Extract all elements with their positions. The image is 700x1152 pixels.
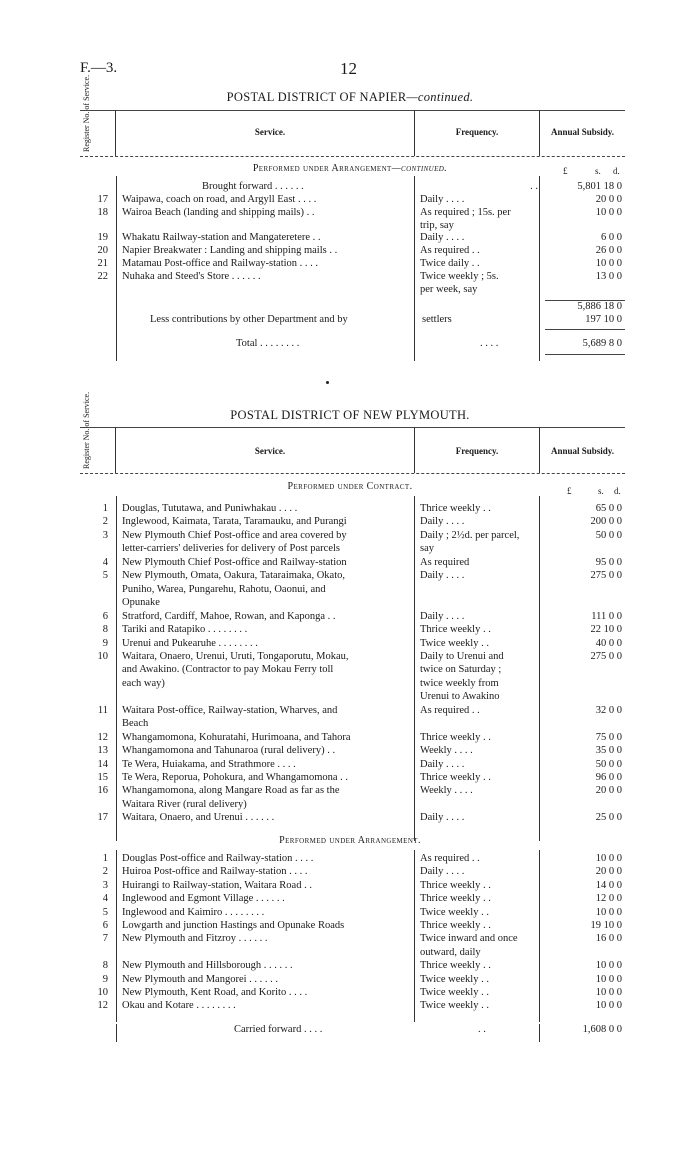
np-contract-heading: Performed under Contract. (287, 481, 413, 492)
np-contract-row (60, 771, 680, 784)
np-arrangement-frequency: Twice weekly . . (420, 1000, 489, 1012)
np-contract-row-number: 8 (102, 624, 108, 636)
np-contract-row (60, 677, 680, 690)
np-contract-row (60, 690, 680, 703)
np-contract-service: letter-carriers' deliveries for delivery of Post parcels (122, 543, 341, 555)
np-contract-amount: 75 0 0 (595, 731, 622, 743)
np-contract-service: Beach (122, 718, 149, 730)
np-contract-frequency: twice weekly from (420, 677, 499, 689)
np-contract-row-number: 9 (102, 637, 108, 649)
np-contract-service: each way) (122, 677, 165, 689)
napier-title-suffix: —continued. (406, 90, 474, 104)
np-contract-amount: 95 0 0 (595, 556, 622, 568)
np-contract-row (60, 811, 680, 824)
np-contract-amount: 275 0 0 (590, 570, 622, 582)
np-contract-row (60, 596, 680, 609)
napier-currency-pence: d. (613, 166, 620, 176)
new-plymouth-title: POSTAL DISTRICT OF NEW PLYMOUTH. (230, 408, 470, 422)
napier-row-number: 18 (97, 206, 108, 218)
napier-frequency: Twice weekly ; 5s. (420, 270, 499, 282)
np-contract-service: and Awakino. (Contractor to pay Mokau Ferry toll (122, 664, 334, 676)
napier-service: Napier Breakwater : Landing and shipping mails . . (122, 245, 338, 257)
np-contract-frequency: Weekly . . . . (420, 785, 473, 797)
napier-total-rule-top (545, 329, 625, 330)
np-contract-service: Tariki and Ratapiko . . . . . . . . (122, 624, 248, 636)
np-contract-frequency: Daily to Urenui and (420, 650, 504, 662)
np-contract-service: New Plymouth, Omata, Oakura, Tataraimaka, Okato, (122, 570, 346, 582)
np-arrangement-row (60, 946, 680, 959)
napier-service: Nuhaka and Steed's Store . . . . . . (122, 270, 261, 282)
np-contract-frequency: Daily . . . . (420, 812, 465, 824)
separator-dot (326, 381, 329, 384)
np-arrangement-row (60, 892, 680, 905)
np-contract-frequency: Weekly . . . . (420, 745, 473, 757)
np-arrangement-amount: 10 0 0 (595, 973, 622, 985)
np-currency-pounds: £ (567, 486, 572, 496)
napier-brought-forward-label: Brought forward . . . . . . (202, 181, 304, 192)
np-arrangement-service: Lowgarth and junction Hastings and Opunake Roads (122, 920, 345, 931)
np-contract-service: Whangamomona and Tahunaroa (rural delivery) . . (122, 745, 336, 757)
np-contract-frequency: Twice weekly . . (420, 637, 489, 649)
napier-header-bottom-rule (80, 156, 625, 157)
np-arrangement-amount: 10 0 0 (595, 960, 622, 972)
np-arrangement-frequency: Twice weekly . . (420, 973, 489, 985)
napier-col-register: Register No. of Service. (82, 74, 91, 152)
napier-amount: 6 0 0 (601, 232, 622, 244)
np-arrangement-row-number: 5 (102, 906, 108, 918)
napier-header-top-rule (80, 110, 625, 111)
np-contract-frequency: Thrice weekly . . (420, 503, 491, 514)
napier-currency-pounds: £ (563, 166, 568, 176)
np-arrangement-row (60, 986, 680, 999)
napier-total-amount: 5,689 8 0 (582, 338, 622, 349)
np-contract-frequency: Daily ; 2½d. per parcel, (420, 529, 520, 541)
np-contract-row-number: 5 (102, 570, 108, 582)
np-arrangement-frequency: Thrice weekly . . (420, 920, 491, 931)
napier-amount: 13 0 0 (595, 270, 622, 282)
np-contract-row (60, 529, 680, 542)
napier-row (60, 206, 680, 219)
napier-amount: 10 0 0 (595, 206, 622, 218)
np-contract-row (60, 569, 680, 582)
np-arrangement-row-number: 1 (102, 853, 108, 864)
np-contract-service: New Plymouth Chief Post-office and area covered by (122, 529, 347, 541)
np-arrangement-row-number: 10 (97, 987, 108, 998)
np-arrangement-amount: 10 0 0 (595, 987, 622, 998)
napier-less-frequency: settlers (422, 314, 452, 325)
np-contract-frequency: As required (420, 556, 470, 568)
np-contract-row-number: 1 (102, 503, 108, 514)
napier-title (0, 90, 700, 105)
np-contract-service: New Plymouth Chief Post-office and Railway-station (122, 556, 347, 568)
np-contract-service: Stratford, Cardiff, Mahoe, Rowan, and Kaponga . . (122, 610, 336, 622)
napier-row-number: 22 (97, 270, 108, 282)
napier-row (60, 257, 680, 270)
np-arrangement-row-number: 7 (102, 933, 108, 945)
np-contract-row-number: 17 (97, 812, 108, 824)
np-contract-frequency: Daily . . . . (420, 516, 465, 528)
np-contract-service: Waitara Post-office, Railway-station, Wharves, and (122, 704, 338, 716)
napier-col-frequency: Frequency. (455, 127, 499, 137)
napier-service: Waipawa, coach on road, and Argyll East . . . . (122, 194, 317, 205)
np-arrangement-row (60, 973, 680, 986)
napier-col-divider-register (115, 110, 116, 156)
np-arrangement-service: Inglewood and Egmont Village . . . . . . (122, 893, 285, 905)
np-col-divider-register (115, 427, 116, 473)
np-carried-amount: 1,608 0 0 (582, 1024, 622, 1035)
napier-row (60, 244, 680, 257)
napier-col-service: Service. (254, 127, 286, 137)
np-arrangement-amount: 20 0 0 (595, 866, 622, 878)
np-arrangement-frequency: Thrice weekly . . (420, 893, 491, 905)
np-contract-frequency: Urenui to Awakino (420, 691, 500, 703)
np-arrangement-service: Okau and Kotare . . . . . . . . (122, 1000, 236, 1012)
np-contract-amount: 32 0 0 (595, 704, 622, 716)
np-header-bottom-rule (80, 473, 625, 474)
np-arrangement-row (60, 879, 680, 892)
napier-col-divider-service (414, 110, 415, 156)
napier-less-amount: 197 10 0 (585, 314, 622, 325)
np-currency-shillings: s. (598, 486, 604, 496)
np-arrangement-amount: 19 10 0 (590, 920, 622, 931)
napier-row (60, 270, 680, 283)
np-arrangement-amount: 10 0 0 (595, 906, 622, 918)
np-contract-amount: 20 0 0 (595, 785, 622, 797)
np-arrangement-row-number: 6 (102, 920, 108, 931)
napier-less-label: Less contributions by other Department and by (150, 314, 348, 325)
np-contract-row (60, 731, 680, 744)
np-contract-frequency: say (420, 543, 434, 555)
np-contract-row-number: 14 (97, 758, 108, 770)
np-contract-amount: 111 0 0 (591, 610, 622, 622)
np-contract-amount: 200 0 0 (590, 516, 622, 528)
np-arrangement-service: Huirangi to Railway-station, Waitara Road . . (122, 879, 312, 891)
np-contract-row-number: 6 (102, 610, 108, 622)
np-arrangement-row (60, 932, 680, 945)
np-arrangement-service: New Plymouth, Kent Road, and Korito . . . . (122, 987, 308, 998)
napier-row (60, 219, 680, 232)
np-header-top-rule (80, 427, 625, 428)
np-contract-frequency: Thrice weekly . . (420, 772, 491, 783)
napier-row (60, 193, 680, 206)
napier-amount: 20 0 0 (595, 194, 622, 205)
napier-service: Whakatu Railway-station and Mangateretere . . (122, 232, 321, 244)
napier-row-number: 17 (97, 194, 108, 205)
napier-total-rule-bottom (545, 354, 625, 355)
np-arrangement-row-number: 2 (102, 866, 108, 878)
np-contract-frequency: Thrice weekly . . (420, 731, 491, 743)
np-contract-row (60, 717, 680, 730)
np-arrangement-service: New Plymouth and Fitzroy . . . . . . (122, 933, 268, 945)
page-number: 12 (340, 59, 357, 78)
np-contract-service: Te Wera, Reporua, Pohokura, and Whangamomona . . (122, 772, 349, 783)
np-contract-service: Opunake (122, 597, 160, 609)
napier-currency-shillings: s. (595, 166, 601, 176)
napier-amount: 10 0 0 (595, 258, 622, 269)
napier-frequency: trip, say (420, 219, 454, 231)
np-arrangement-row (60, 852, 680, 865)
np-contract-service: Te Wera, Huiakama, and Strathmore . . . . (122, 758, 296, 770)
np-contract-frequency: Daily . . . . (420, 570, 465, 582)
np-contract-row-number: 10 (97, 650, 108, 662)
np-arrangement-row (60, 959, 680, 972)
napier-frequency: As required . . (420, 245, 480, 257)
np-carried-dots: . . (478, 1024, 486, 1035)
np-contract-service: Whangamomona, along Mangare Road as far as the (122, 785, 340, 797)
np-contract-row-number: 16 (97, 785, 108, 797)
np-contract-amount: 275 0 0 (590, 650, 622, 662)
np-arrangement-amount: 12 0 0 (595, 893, 622, 905)
np-contract-service: Inglewood, Kaimata, Tarata, Taramauku, and Purangi (122, 516, 347, 528)
np-arrangement-row-number: 3 (102, 879, 108, 891)
napier-brought-forward (60, 180, 680, 193)
np-contract-row-number: 4 (102, 556, 108, 568)
np-arrangement-row (60, 906, 680, 919)
np-contract-row-number: 15 (97, 772, 108, 783)
np-currency-pence: d. (614, 486, 621, 496)
napier-row (60, 283, 680, 296)
np-arrangement-row-number: 12 (97, 1000, 108, 1012)
np-arrangement-service: New Plymouth and Hillsborough . . . . . . (122, 960, 293, 972)
napier-frequency: As required ; 15s. per (420, 206, 511, 218)
napier-row (60, 231, 680, 244)
napier-frequency: Daily . . . . (420, 232, 465, 244)
np-contract-row (60, 650, 680, 663)
np-carried-label: Carried forward . . . . (234, 1024, 323, 1035)
np-col-subsidy: Annual Subsidy. (550, 446, 615, 456)
napier-title-text: POSTAL DISTRICT OF NAPIER (226, 90, 407, 104)
np-contract-service: Urenui and Pukearuhe . . . . . . . . (122, 637, 258, 649)
napier-col-subsidy: Annual Subsidy. (550, 127, 615, 137)
np-contract-service: Waitara, Onaero, Urenui, Uruti, Tongaporutu, Mokau, (122, 650, 349, 662)
np-contract-row (60, 704, 680, 717)
np-arrangement-amount: 10 0 0 (595, 853, 622, 864)
napier-brought-forward-amount: 5,801 18 0 (577, 181, 622, 192)
np-contract-row (60, 663, 680, 676)
np-col-frequency: Frequency. (455, 446, 499, 456)
np-arrangement-row-number: 8 (102, 960, 108, 972)
np-arrangement-frequency: Twice inward and once (420, 933, 518, 945)
np-contract-row (60, 542, 680, 555)
np-contract-row (60, 610, 680, 623)
napier-row-number: 19 (97, 232, 108, 244)
np-contract-frequency: Thrice weekly . . (420, 624, 491, 636)
np-contract-amount: 96 0 0 (595, 772, 622, 783)
np-arrangement-service: Huiroa Post-office and Railway-station . . . . (122, 866, 308, 878)
np-contract-amount: 40 0 0 (595, 637, 622, 649)
np-arrangement-frequency: Daily . . . . (420, 866, 465, 878)
document-reference: F.—3. (80, 60, 118, 76)
np-contract-row-number: 2 (102, 516, 108, 528)
np-contract-row (60, 744, 680, 757)
np-contract-row-number: 3 (102, 529, 108, 541)
napier-total-dots: . . . . (480, 338, 499, 349)
napier-service: Wairoa Beach (landing and shipping mails) . . (122, 206, 315, 218)
np-contract-frequency: As required . . (420, 704, 480, 716)
np-contract-row (60, 637, 680, 650)
np-contract-row-number: 11 (97, 704, 108, 716)
np-arrangement-frequency: Twice weekly . . (420, 906, 489, 918)
np-contract-amount: 25 0 0 (595, 812, 622, 824)
napier-section-suffix: —continued. (391, 163, 448, 174)
np-contract-amount: 35 0 0 (595, 745, 622, 757)
np-arrangement-frequency: Thrice weekly . . (420, 879, 491, 891)
napier-subtotal: 5,886 18 0 (577, 301, 622, 312)
np-arrangement-row (60, 865, 680, 878)
np-arrangement-service: New Plymouth and Mangorei . . . . . . (122, 973, 279, 985)
np-contract-frequency: Daily . . . . (420, 610, 465, 622)
napier-frequency: Daily . . . . (420, 194, 465, 205)
np-contract-service: Douglas, Tututawa, and Puniwhakau . . . . (122, 503, 298, 514)
np-arrangement-row-number: 4 (102, 893, 108, 905)
np-contract-service: Puniho, Warea, Pungarehu, Rahotu, Oaonui, and (122, 583, 326, 595)
napier-total-label: Total . . . . . . . . (236, 338, 300, 349)
np-contract-frequency: Daily . . . . (420, 758, 465, 770)
napier-brought-forward-dots: . . (530, 181, 538, 192)
np-col-service: Service. (254, 446, 286, 456)
np-arrangement-frequency: Twice weekly . . (420, 987, 489, 998)
np-contract-row (60, 502, 680, 515)
np-arrangement-frequency: outward, daily (420, 946, 481, 958)
np-arrangement-amount: 10 0 0 (595, 1000, 622, 1012)
np-arrangement-amount: 16 0 0 (595, 933, 622, 945)
np-contract-amount: 50 0 0 (595, 758, 622, 770)
np-contract-row-number: 13 (97, 745, 108, 757)
np-contract-service: Waitara, Onaero, and Urenui . . . . . . (122, 812, 275, 824)
napier-frequency: Twice daily . . (420, 258, 480, 269)
napier-service: Matamau Post-office and Railway-station . . . . (122, 258, 319, 269)
napier-row-number: 21 (97, 258, 108, 269)
np-arrangement-amount: 14 0 0 (595, 879, 622, 891)
np-arrangement-row (60, 919, 680, 932)
np-contract-frequency: twice on Saturday ; (420, 664, 502, 676)
np-contract-amount: 50 0 0 (595, 529, 622, 541)
np-arrangement-heading: Performed under Arrangement. (279, 835, 421, 846)
np-carried-divider-register (116, 1024, 117, 1042)
np-contract-service: Whangamomona, Kohuratahi, Hurimoana, and Tahora (122, 731, 351, 743)
np-contract-service: Waitara River (rural delivery) (122, 798, 247, 810)
np-contract-row (60, 784, 680, 797)
napier-row-number: 20 (97, 245, 108, 257)
np-contract-row-number: 12 (97, 731, 108, 743)
np-contract-amount: 65 0 0 (595, 503, 622, 514)
np-contract-row (60, 515, 680, 528)
np-arrangement-service: Douglas Post-office and Railway-station . . . . (122, 853, 314, 864)
np-arrangement-frequency: As required . . (420, 853, 480, 864)
np-contract-amount: 22 10 0 (590, 624, 622, 636)
napier-amount: 26 0 0 (595, 245, 622, 257)
np-arrangement-row (60, 999, 680, 1012)
np-arrangement-service: Inglewood and Kaimiro . . . . . . . . (122, 906, 265, 918)
napier-frequency: per week, say (420, 283, 478, 295)
np-arrangement-row-number: 9 (102, 973, 108, 985)
np-contract-row (60, 758, 680, 771)
np-contract-row (60, 583, 680, 596)
np-arrangement-frequency: Thrice weekly . . (420, 960, 491, 972)
napier-section-text: Performed under Arrangement (252, 163, 392, 174)
np-contract-row (60, 556, 680, 569)
np-contract-row (60, 798, 680, 811)
np-col-divider-service (414, 427, 415, 473)
np-col-register: Register No. of Service. (82, 391, 91, 469)
np-contract-row (60, 623, 680, 636)
